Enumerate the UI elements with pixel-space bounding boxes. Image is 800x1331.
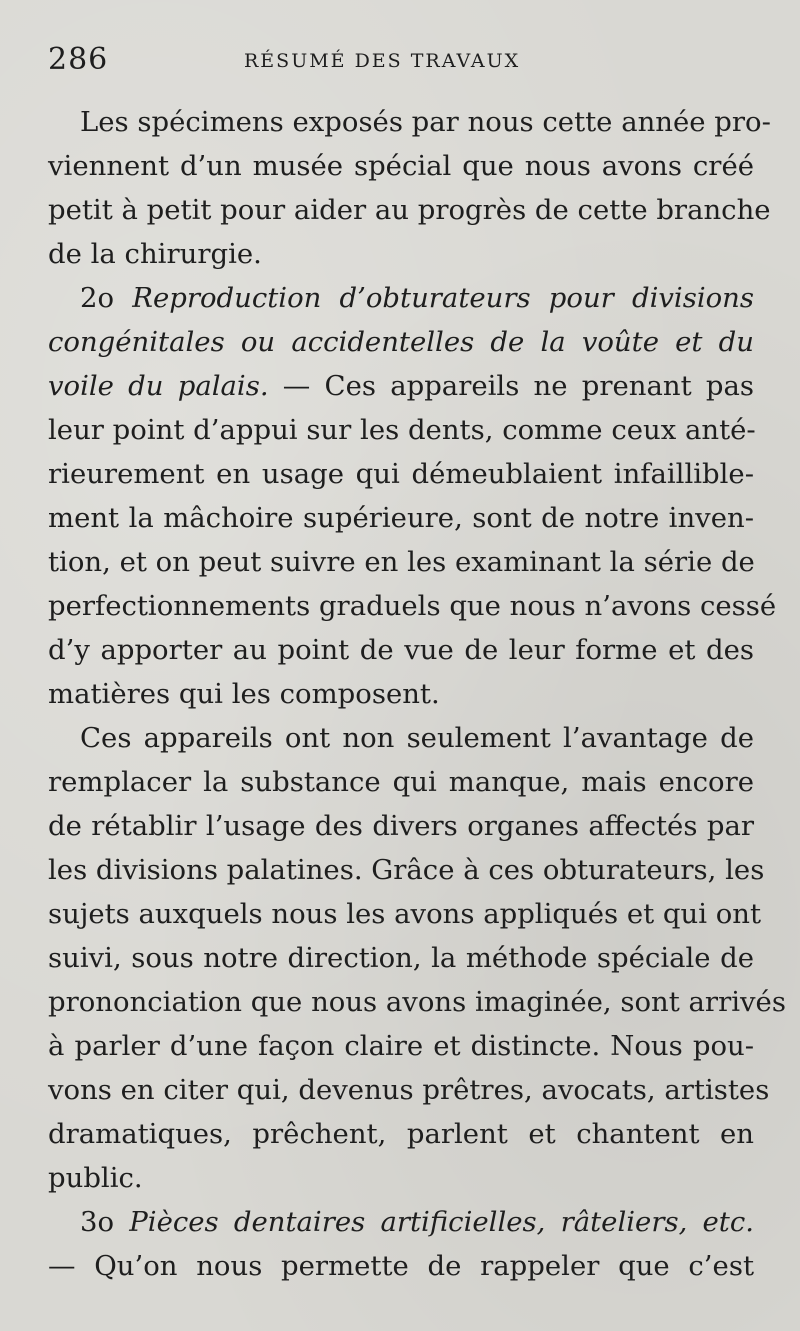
text-line: perfectionnements graduels que nous n’avons cessé xyxy=(48,590,777,622)
text-line: de rétablir l’usage des divers organes affectés par xyxy=(48,810,754,842)
text-line: de la chirurgie. xyxy=(48,238,262,270)
page-number: 286 xyxy=(48,42,109,77)
text-line: Les spécimens exposés par nous cette année pro- xyxy=(80,106,771,138)
section-heading-line: 2o Reproduction d’obturateurs pour divisions xyxy=(80,282,755,314)
text-line: prononciation que nous avons imaginée, sont arrivés xyxy=(48,986,786,1018)
text-line: d’y apporter au point de vue de leur forme et des xyxy=(48,634,754,666)
section-heading-line: 3o Pièces dentaires artificielles, râteliers, etc. xyxy=(80,1206,755,1238)
text-line: vons en citer qui, devenus prêtres, avocats, artistes xyxy=(48,1074,770,1106)
text-line: Ces appareils ont non seulement l’avantage de xyxy=(80,722,754,754)
text-line: — Qu’on nous permette de rappeler que c’est xyxy=(48,1250,754,1282)
text-line: rieurement en usage qui démeublaient infaillible- xyxy=(48,458,754,490)
text-line: à parler d’une façon claire et distincte. Nous pou- xyxy=(48,1030,754,1062)
section-heading-line: voile du palais. — Ces appareils ne prenant pas xyxy=(48,370,754,402)
text-line: suivi, sous notre direction, la méthode spéciale de xyxy=(48,942,754,974)
body-text xyxy=(48,100,786,1288)
text-line: les divisions palatines. Grâce à ces obturateurs, les xyxy=(48,854,765,886)
text-line: viennent d’un musée spécial que nous avons créé xyxy=(48,150,754,182)
text-line: petit à petit pour aider au progrès de cette branche xyxy=(48,194,771,226)
text-line: sujets auxquels nous les avons appliqués et qui ont xyxy=(48,898,762,930)
text-line: public. xyxy=(48,1162,143,1194)
page-header xyxy=(48,42,756,78)
text-line: leur point d’appui sur les dents, comme ceux anté- xyxy=(48,414,756,446)
text-line: ment la mâchoire supérieure, sont de notre inven- xyxy=(48,502,754,534)
text-line: remplacer la substance qui manque, mais encore xyxy=(48,766,754,798)
running-title: RÉSUMÉ DES TRAVAUX xyxy=(244,50,521,72)
section-heading-line: congénitales ou accidentelles de la voûte et du xyxy=(48,326,754,358)
text-line: dramatiques, prêchent, parlent et chantent en xyxy=(48,1118,754,1150)
text-line: tion, et on peut suivre en les examinant la série de xyxy=(48,546,755,578)
text-line: matières qui les composent. xyxy=(48,678,440,710)
